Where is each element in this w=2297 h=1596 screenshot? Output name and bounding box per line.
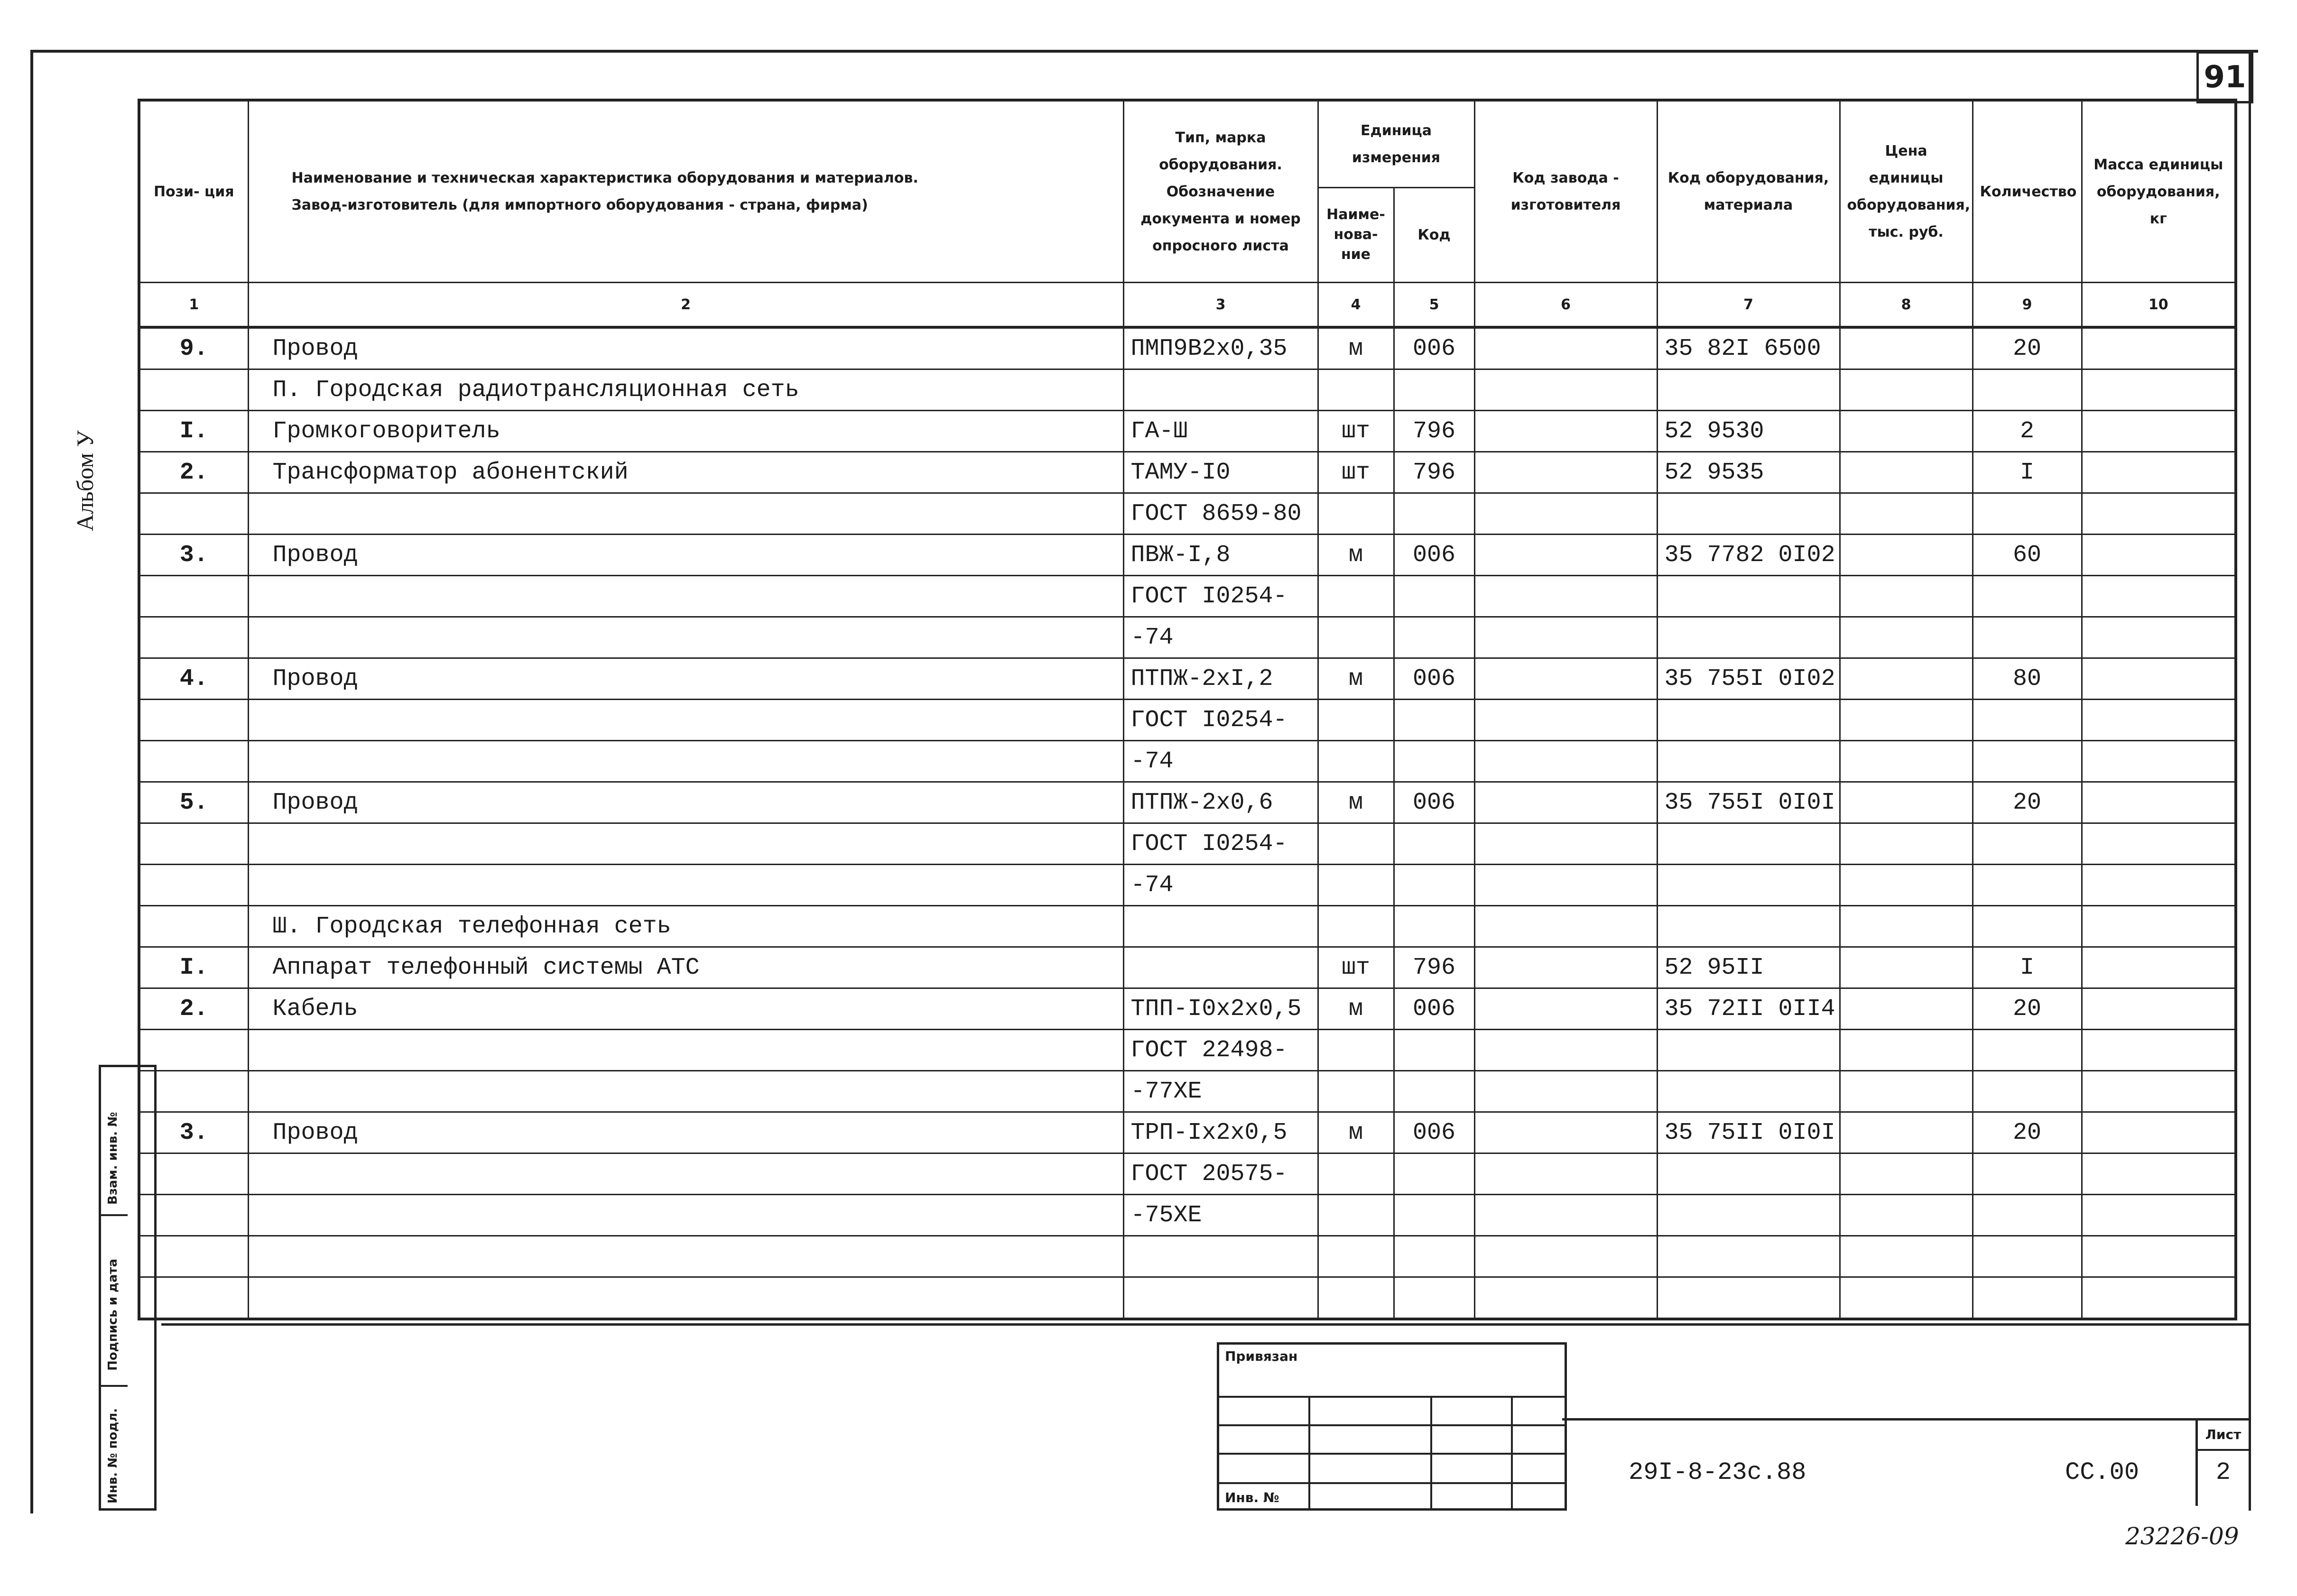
cell-price — [1840, 369, 1973, 411]
cell-quantity — [1973, 493, 2082, 535]
cell-plant-code — [1474, 782, 1657, 823]
cell-price — [1840, 865, 1973, 906]
cell-name: Провод — [248, 658, 1123, 700]
binding-stamp — [1217, 1342, 1567, 1511]
cell-type: ПВЖ-I,8 — [1123, 535, 1318, 576]
cell-mass — [2082, 1030, 2236, 1071]
document-code: 29I-8-23с.88 — [1629, 1458, 1806, 1486]
cell-material-code — [1657, 576, 1840, 617]
cell-plant-code — [1474, 452, 1657, 493]
cell-type: -74 — [1123, 741, 1318, 782]
cell-quantity: 20 — [1973, 327, 2082, 369]
cell-plant-code — [1474, 1195, 1657, 1236]
sheet-label: Лист — [2198, 1421, 2249, 1451]
cell-type: ГОСТ I0254- — [1123, 823, 1318, 865]
cell-mass — [2082, 1153, 2236, 1195]
table-row — [139, 906, 2236, 947]
cell-quantity: I — [1973, 452, 2082, 493]
cell-unit: м — [1318, 327, 1394, 369]
cell-type: ГОСТ 20575- — [1123, 1153, 1318, 1195]
cell-unit — [1318, 493, 1394, 535]
table-row — [139, 617, 2236, 658]
cell-mass — [2082, 741, 2236, 782]
cell-price — [1840, 535, 1973, 576]
strip-label-signature: Подпись и дата — [106, 1258, 120, 1371]
cell-unit — [1318, 700, 1394, 741]
cell-mass — [2082, 1195, 2236, 1236]
cell-unit — [1318, 1277, 1394, 1319]
cell-plant-code — [1474, 906, 1657, 947]
cell-material-code — [1657, 1071, 1840, 1112]
table-row — [139, 327, 2236, 369]
cell-material-code — [1657, 617, 1840, 658]
cell-unit-code: 796 — [1394, 947, 1474, 988]
col-num: 4 — [1318, 283, 1394, 328]
cell-unit-code: 796 — [1394, 452, 1474, 493]
cell-plant-code — [1474, 1236, 1657, 1277]
col-num: 8 — [1840, 283, 1973, 328]
cell-plant-code — [1474, 617, 1657, 658]
cell-mass — [2082, 327, 2236, 369]
cell-quantity — [1973, 1153, 2082, 1195]
cell-plant-code — [1474, 576, 1657, 617]
cell-material-code: 35 72II 0II4 — [1657, 988, 1840, 1030]
header-unit-code: Код — [1394, 187, 1474, 282]
cell-name: Провод — [248, 535, 1123, 576]
cell-material-code — [1657, 369, 1840, 411]
cell-name — [248, 741, 1123, 782]
cell-price — [1840, 741, 1973, 782]
cell-unit: шт — [1318, 411, 1394, 452]
cell-unit: м — [1318, 1112, 1394, 1153]
cell-unit: шт — [1318, 452, 1394, 493]
cell-mass — [2082, 452, 2236, 493]
table-row — [139, 947, 2236, 988]
cell-material-code — [1657, 1030, 1840, 1071]
cell-position — [139, 493, 248, 535]
table-row — [139, 782, 2236, 823]
cell-unit: шт — [1318, 947, 1394, 988]
cell-unit-code — [1394, 1277, 1474, 1319]
sheet-value: 2 — [2215, 1458, 2231, 1486]
table-row — [139, 1195, 2236, 1236]
cell-position: 2. — [139, 988, 248, 1030]
cell-type: ГА-Ш — [1123, 411, 1318, 452]
cell-plant-code — [1474, 1071, 1657, 1112]
cell-mass — [2082, 1071, 2236, 1112]
col-num: 9 — [1973, 283, 2082, 328]
cell-position: 4. — [139, 658, 248, 700]
table-row — [139, 988, 2236, 1030]
cell-material-code: 35 755I 0I0I — [1657, 782, 1840, 823]
cell-price — [1840, 493, 1973, 535]
cell-mass — [2082, 823, 2236, 865]
cell-unit — [1318, 823, 1394, 865]
cell-material-code: 35 75II 0I0I — [1657, 1112, 1840, 1153]
cell-price — [1840, 1236, 1973, 1277]
cell-mass — [2082, 988, 2236, 1030]
cell-mass — [2082, 865, 2236, 906]
cell-plant-code — [1474, 1112, 1657, 1153]
cell-type: ГОСТ 22498- — [1123, 1030, 1318, 1071]
cell-material-code — [1657, 741, 1840, 782]
cell-plant-code — [1474, 493, 1657, 535]
table-row — [139, 1030, 2236, 1071]
cell-type — [1123, 369, 1318, 411]
cell-type: -75ХЕ — [1123, 1195, 1318, 1236]
cell-name — [248, 823, 1123, 865]
cell-material-code — [1657, 493, 1840, 535]
cell-unit — [1318, 369, 1394, 411]
cell-type — [1123, 1277, 1318, 1319]
cell-quantity — [1973, 1071, 2082, 1112]
cell-unit-code — [1394, 1030, 1474, 1071]
cell-quantity: 20 — [1973, 1112, 2082, 1153]
cell-position — [139, 369, 248, 411]
cell-name: Кабель — [248, 988, 1123, 1030]
table-bottom-line — [161, 1323, 2249, 1326]
cell-price — [1840, 782, 1973, 823]
cell-mass — [2082, 1112, 2236, 1153]
cell-quantity — [1973, 906, 2082, 947]
cell-unit — [1318, 1153, 1394, 1195]
cell-unit-code — [1394, 865, 1474, 906]
cell-type: -74 — [1123, 865, 1318, 906]
cell-name — [248, 576, 1123, 617]
cell-mass — [2082, 493, 2236, 535]
cell-unit — [1318, 906, 1394, 947]
strip-label-replacement: Взам. инв. № — [106, 1112, 120, 1205]
cell-quantity — [1973, 1277, 2082, 1319]
cell-position: 9. — [139, 327, 248, 369]
cell-type: ТРП-Iх2х0,5 — [1123, 1112, 1318, 1153]
cell-unit — [1318, 1030, 1394, 1071]
cell-price — [1840, 1030, 1973, 1071]
cell-quantity: 20 — [1973, 782, 2082, 823]
col-num: 6 — [1474, 283, 1657, 328]
table-row — [139, 493, 2236, 535]
cell-type: ПТПЖ-2х0,6 — [1123, 782, 1318, 823]
table-row — [139, 658, 2236, 700]
cell-unit-code: 006 — [1394, 782, 1474, 823]
cell-quantity — [1973, 865, 2082, 906]
cell-name — [248, 1236, 1123, 1277]
cell-position: 3. — [139, 535, 248, 576]
cell-type: ТПП-I0х2х0,5 — [1123, 988, 1318, 1030]
cell-quantity — [1973, 741, 2082, 782]
cell-name: Аппарат телефонный системы АТС — [248, 947, 1123, 988]
cell-mass — [2082, 617, 2236, 658]
cell-name: Провод — [248, 782, 1123, 823]
cell-mass — [2082, 947, 2236, 988]
specification-table — [138, 99, 2237, 1320]
table-row — [139, 1071, 2236, 1112]
cell-plant-code — [1474, 865, 1657, 906]
cell-plant-code — [1474, 1277, 1657, 1319]
header-unit-name: Наиме-нова-ние — [1318, 187, 1394, 282]
table-row — [139, 369, 2236, 411]
cell-mass — [2082, 700, 2236, 741]
cell-unit — [1318, 1236, 1394, 1277]
cell-name — [248, 493, 1123, 535]
cell-mass — [2082, 658, 2236, 700]
cell-name: Громкоговоритель — [248, 411, 1123, 452]
sheet-box — [2195, 1421, 2249, 1506]
header-position: Пози- ция — [139, 100, 248, 283]
cell-position: 3. — [139, 1112, 248, 1153]
strip-label-original: Инв. № подл. — [106, 1408, 120, 1504]
cell-name — [248, 700, 1123, 741]
cell-plant-code — [1474, 1153, 1657, 1195]
cell-quantity — [1973, 1236, 2082, 1277]
cell-price — [1840, 617, 1973, 658]
album-label: Альбом У — [72, 430, 98, 531]
stamp-inventory-label: Инв. № — [1225, 1490, 1279, 1505]
table-row — [139, 576, 2236, 617]
cell-unit-code: 796 — [1394, 411, 1474, 452]
cell-position — [139, 823, 248, 865]
cell-unit — [1318, 1195, 1394, 1236]
cell-price — [1840, 1112, 1973, 1153]
table-row — [139, 1153, 2236, 1195]
cell-plant-code — [1474, 658, 1657, 700]
cell-material-code: 35 82I 6500 — [1657, 327, 1840, 369]
header-name: Наименование и техническая характеристика оборудования и материалов. Завод-изготовитель (для импортного оборудования - страна, фирма) — [248, 100, 1123, 283]
cell-mass — [2082, 1277, 2236, 1319]
cell-position: 5. — [139, 782, 248, 823]
col-num: 2 — [248, 283, 1123, 328]
cell-unit — [1318, 865, 1394, 906]
col-num: 1 — [139, 283, 248, 328]
cell-price — [1840, 1277, 1973, 1319]
cell-type: ГОСТ I0254- — [1123, 700, 1318, 741]
cell-mass — [2082, 576, 2236, 617]
cell-name — [248, 1277, 1123, 1319]
cell-unit-code: 006 — [1394, 1112, 1474, 1153]
cell-position — [139, 700, 248, 741]
cell-type: ГОСТ I0254- — [1123, 576, 1318, 617]
cell-price — [1840, 452, 1973, 493]
cell-plant-code — [1474, 947, 1657, 988]
cell-material-code — [1657, 1153, 1840, 1195]
col-num: 3 — [1123, 283, 1318, 328]
cell-quantity — [1973, 823, 2082, 865]
header-plant-code: Код завода - изготовителя — [1474, 100, 1657, 283]
cell-unit — [1318, 1071, 1394, 1112]
cell-quantity: 20 — [1973, 988, 2082, 1030]
cell-material-code — [1657, 906, 1840, 947]
cell-plant-code — [1474, 411, 1657, 452]
col-num: 5 — [1394, 283, 1474, 328]
cell-quantity: 60 — [1973, 535, 2082, 576]
cell-unit-code — [1394, 1153, 1474, 1195]
cell-position — [139, 576, 248, 617]
header-type: Тип, марка оборудования. Обозначение документа и номер опросного листа — [1123, 100, 1318, 283]
cell-position — [139, 865, 248, 906]
cell-unit — [1318, 617, 1394, 658]
table-row — [139, 823, 2236, 865]
cell-material-code — [1657, 700, 1840, 741]
cell-price — [1840, 576, 1973, 617]
title-block — [1562, 1418, 2249, 1508]
cell-material-code: 52 95II — [1657, 947, 1840, 988]
cell-position: I. — [139, 411, 248, 452]
cell-price — [1840, 411, 1973, 452]
cell-unit-code — [1394, 1236, 1474, 1277]
cell-type — [1123, 947, 1318, 988]
cell-material-code — [1657, 1236, 1840, 1277]
cell-quantity — [1973, 1195, 2082, 1236]
cell-mass — [2082, 369, 2236, 411]
cell-mass — [2082, 782, 2236, 823]
sheet-number: 91 — [2196, 51, 2253, 103]
cell-price — [1840, 988, 1973, 1030]
cell-price — [1840, 658, 1973, 700]
cell-position — [139, 906, 248, 947]
cell-unit-code — [1394, 369, 1474, 411]
table-row — [139, 411, 2236, 452]
stamp-caption: Привязан — [1225, 1348, 1298, 1364]
cell-price — [1840, 327, 1973, 369]
cell-quantity — [1973, 576, 2082, 617]
cell-name: Провод — [248, 327, 1123, 369]
cell-type: -74 — [1123, 617, 1318, 658]
cell-name: Провод — [248, 1112, 1123, 1153]
cell-material-code — [1657, 1195, 1840, 1236]
cell-name — [248, 1153, 1123, 1195]
cell-position — [139, 741, 248, 782]
cell-unit-code — [1394, 576, 1474, 617]
cell-plant-code — [1474, 741, 1657, 782]
cell-plant-code — [1474, 369, 1657, 411]
cell-quantity: 80 — [1973, 658, 2082, 700]
header-material-code: Код оборудования, материала — [1657, 100, 1840, 283]
left-approval-strip — [99, 1065, 157, 1511]
header-quantity: Количество — [1973, 100, 2082, 283]
cell-type — [1123, 906, 1318, 947]
cell-unit-code: 006 — [1394, 327, 1474, 369]
cell-price — [1840, 947, 1973, 988]
cell-name: Ш. Городская телефонная сеть — [248, 906, 1123, 947]
cell-name — [248, 617, 1123, 658]
table-row — [139, 700, 2236, 741]
cell-unit-code — [1394, 1071, 1474, 1112]
header-unit-group: Единица измерения — [1318, 100, 1474, 187]
cell-unit — [1318, 741, 1394, 782]
cell-quantity — [1973, 1030, 2082, 1071]
cell-type: ГОСТ 8659-80 — [1123, 493, 1318, 535]
cell-unit-code — [1394, 906, 1474, 947]
cell-material-code — [1657, 823, 1840, 865]
frame-right-edge — [2249, 50, 2251, 1511]
cell-type: -77ХЕ — [1123, 1071, 1318, 1112]
cell-material-code: 52 9530 — [1657, 411, 1840, 452]
cell-quantity — [1973, 617, 2082, 658]
table-row — [139, 1236, 2236, 1277]
cell-material-code: 35 7782 0I02 — [1657, 535, 1840, 576]
cell-mass — [2082, 906, 2236, 947]
cell-unit-code: 006 — [1394, 988, 1474, 1030]
cell-unit: м — [1318, 658, 1394, 700]
cell-name: Трансформатор абонентский — [248, 452, 1123, 493]
cell-quantity — [1973, 369, 2082, 411]
cell-plant-code — [1474, 535, 1657, 576]
header-mass: Масса единицы оборудования, кг — [2082, 100, 2236, 283]
table-row — [139, 452, 2236, 493]
cell-unit: м — [1318, 535, 1394, 576]
cell-price — [1840, 700, 1973, 741]
col-num: 10 — [2082, 283, 2236, 328]
cell-plant-code — [1474, 823, 1657, 865]
cell-plant-code — [1474, 700, 1657, 741]
cell-plant-code — [1474, 327, 1657, 369]
cell-unit-code — [1394, 493, 1474, 535]
cell-name — [248, 1071, 1123, 1112]
cell-unit-code — [1394, 1195, 1474, 1236]
cell-price — [1840, 906, 1973, 947]
cell-unit: м — [1318, 782, 1394, 823]
cell-plant-code — [1474, 1030, 1657, 1071]
cell-type: ПМП9В2х0,35 — [1123, 327, 1318, 369]
cell-unit — [1318, 576, 1394, 617]
cell-material-code — [1657, 865, 1840, 906]
cell-unit-code: 006 — [1394, 535, 1474, 576]
cell-unit-code — [1394, 741, 1474, 782]
cell-unit-code: 006 — [1394, 658, 1474, 700]
cell-type: ТАМУ-I0 — [1123, 452, 1318, 493]
cell-name: П. Городская радиотрансляционная сеть — [248, 369, 1123, 411]
cell-name — [248, 865, 1123, 906]
cell-plant-code — [1474, 988, 1657, 1030]
cell-type: ПТПЖ-2хI,2 — [1123, 658, 1318, 700]
cell-price — [1840, 823, 1973, 865]
cell-unit-code — [1394, 823, 1474, 865]
table-row — [139, 1112, 2236, 1153]
table-row — [139, 865, 2236, 906]
cell-material-code: 35 755I 0I02 — [1657, 658, 1840, 700]
cell-price — [1840, 1153, 1973, 1195]
cell-mass — [2082, 535, 2236, 576]
cell-position — [139, 617, 248, 658]
table-row — [139, 1277, 2236, 1319]
cell-material-code: 52 9535 — [1657, 452, 1840, 493]
cell-name — [248, 1030, 1123, 1071]
cell-material-code — [1657, 1277, 1840, 1319]
cell-position: I. — [139, 947, 248, 988]
cell-price — [1840, 1071, 1973, 1112]
table-row — [139, 741, 2236, 782]
cell-unit-code — [1394, 700, 1474, 741]
cell-quantity: 2 — [1973, 411, 2082, 452]
col-num: 7 — [1657, 283, 1840, 328]
cell-unit-code — [1394, 617, 1474, 658]
document-mark: СС.00 — [2065, 1458, 2140, 1486]
archive-number: 23226-09 — [2125, 1522, 2239, 1550]
cell-quantity: I — [1973, 947, 2082, 988]
header-price: Цена единицы оборудования, тыс. руб. — [1840, 100, 1973, 283]
cell-position: 2. — [139, 452, 248, 493]
cell-mass — [2082, 411, 2236, 452]
table-row — [139, 535, 2236, 576]
cell-mass — [2082, 1236, 2236, 1277]
cell-unit: м — [1318, 988, 1394, 1030]
cell-price — [1840, 1195, 1973, 1236]
cell-name — [248, 1195, 1123, 1236]
cell-quantity — [1973, 700, 2082, 741]
cell-type — [1123, 1236, 1318, 1277]
